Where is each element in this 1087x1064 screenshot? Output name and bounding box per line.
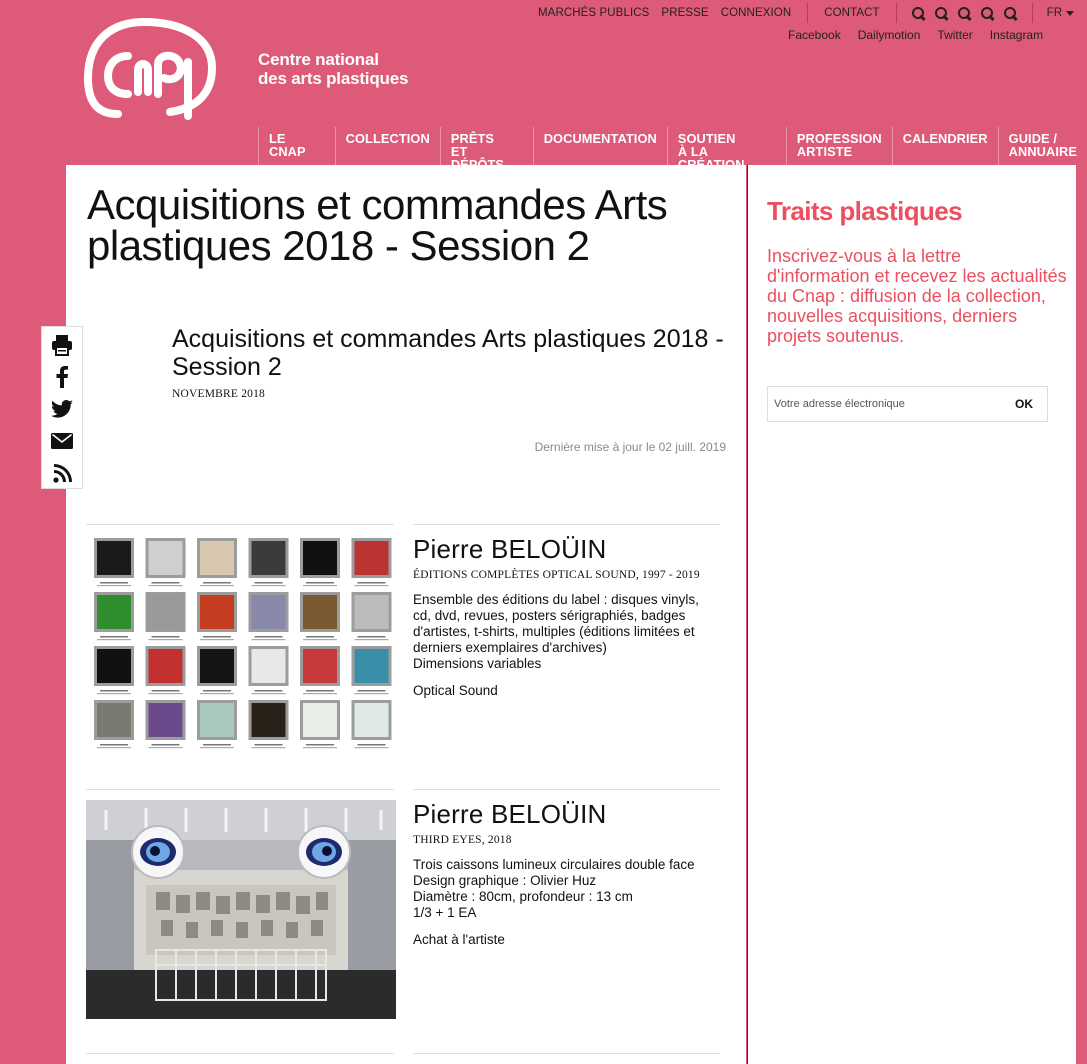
record-sleeve [355,649,389,683]
sleeve-caption [100,636,128,638]
dailymotion-link[interactable]: Dailymotion [857,28,921,42]
print-icon[interactable] [50,333,74,357]
search-icon[interactable] [1003,6,1018,21]
caret-down-icon [1066,11,1074,16]
contact-link[interactable]: CONTACT [824,7,880,19]
brand-name-line1: Centre national [258,50,379,69]
description-line: 1/3 + 1 EA [413,905,477,920]
work-source: Optical Sound [413,683,498,698]
sleeve-caption [149,693,183,694]
newsletter-text: Inscrivez-vous à la lettre d'information et recevez les actualités du Cnap : diffusion de la collection, nouvelles acquisitions, derniers projets soutenus. [767,246,1067,346]
record-sleeve [252,595,286,629]
description-line: Diamètre : 80cm, profondeur : 13 cm [413,889,633,904]
work-info [413,534,713,699]
divider [86,789,394,790]
sleeve-caption [355,585,389,586]
sleeve-caption [100,690,128,692]
divider [413,789,720,790]
document-date: NOVEMBRE 2018 [172,388,266,400]
artist-name[interactable]: Pierre BELOÜIN [413,799,607,829]
record-sleeve [252,649,286,683]
sleeve-caption [97,747,131,748]
divider [86,524,394,525]
nav-documentation[interactable]: DOCUMENTATION [533,127,667,165]
work-description [413,592,713,672]
search-icon[interactable] [911,6,926,21]
marches-publics-link[interactable]: MARCHÉS PUBLICS [538,7,650,19]
nav-le-cnap[interactable]: LE CNAP [258,127,335,165]
sleeve-caption [152,690,180,692]
search-icon[interactable] [957,6,972,21]
sleeve-caption [97,585,131,586]
artist-name[interactable]: Pierre BELOÜIN [413,534,607,564]
newsletter-submit-button[interactable]: OK [1001,387,1047,421]
record-sleeve [149,703,183,737]
search-icon[interactable] [980,6,995,21]
record-sleeve [355,703,389,737]
sleeve-caption [203,636,231,638]
sleeve-caption [306,636,334,638]
sleeve-caption [152,744,180,746]
share-toolbar [41,326,83,489]
sleeve-caption [358,636,386,638]
sleeve-caption [252,693,286,694]
twitter-link[interactable]: Twitter [937,28,973,42]
sleeve-caption [255,582,283,584]
record-sleeve [303,541,337,575]
record-sleeve [200,703,234,737]
nav-soutien-creation[interactable]: SOUTIEN À LA [667,127,786,165]
divider [413,524,720,525]
record-sleeve [97,595,131,629]
description-line: Design graphique : Olivier Huz [413,873,597,888]
newsletter-title: Traits plastiques [767,196,962,226]
sleeve-caption [200,747,234,748]
cnap-logo[interactable] [84,16,220,120]
sleeve-caption [200,693,234,694]
record-sleeve [303,703,337,737]
sleeve-caption [355,639,389,640]
nav-collection[interactable]: COLLECTION [335,127,440,165]
record-sleeve [149,541,183,575]
sleeve-caption [97,639,131,640]
main-nav [258,127,1087,165]
language-label: FR [1046,7,1063,19]
third-eyes-installation-image[interactable] [86,800,396,1019]
optical-sound-editions-image[interactable] [86,534,396,754]
sleeve-caption [152,582,180,584]
record-sleeve [200,595,234,629]
record-sleeve [355,541,389,575]
work-info [413,799,713,948]
record-sleeve [252,541,286,575]
sleeve-caption [358,744,386,746]
work-title: THIRD EYES, 2018 [413,834,512,846]
record-sleeve [355,595,389,629]
brand-name-line2: des arts plastiques [258,69,409,88]
last-updated: Dernière mise à jour le 02 juill. 2019 [534,440,726,454]
sleeve-caption [203,690,231,692]
sleeve-caption [255,744,283,746]
sleeve-caption [303,585,337,586]
document-title: Acquisitions et commandes Arts plastiques 2018 - Session 2 [172,325,724,381]
record-sleeve [252,703,286,737]
sleeve-caption [306,582,334,584]
social-nav [782,28,1054,42]
nav-divider [1032,3,1033,23]
sleeve-caption [97,693,131,694]
description-line: Ensemble des éditions du label : disques vinyls, cd, dvd, revues, posters sérigraphiés, badges d'artistes, t-shirts, multiples (éditions limitées et derniers exemplaires d'archives) [413,592,699,655]
sleeve-caption [200,585,234,586]
email-icon[interactable] [50,429,74,453]
instagram-link[interactable]: Instagram [989,28,1044,42]
sleeve-caption [303,747,337,748]
sleeve-caption [358,690,386,692]
record-sleeve [97,649,131,683]
sleeve-caption [303,639,337,640]
search-icon-group [907,6,1022,21]
sleeve-caption [149,639,183,640]
sleeve-caption [306,744,334,746]
facebook-link[interactable]: Facebook [788,28,841,42]
nav-profession-artiste[interactable]: PROFESSION ARTISTE [786,127,892,165]
record-sleeve [200,541,234,575]
sleeve-caption [152,636,180,638]
record-sleeve [303,595,337,629]
twitter-icon[interactable] [50,397,74,421]
sleeve-caption [149,747,183,748]
newsletter-form [767,386,1048,422]
sleeve-caption [358,582,386,584]
sleeve-caption [252,639,286,640]
work-source: Achat à l'artiste [413,932,505,947]
nav-calendrier[interactable]: CALENDRIER [892,127,998,165]
sleeve-caption [203,582,231,584]
sleeve-caption [355,693,389,694]
search-icon[interactable] [934,6,949,21]
sleeve-caption [100,582,128,584]
sleeve-caption [255,690,283,692]
record-sleeve [149,649,183,683]
sleeve-caption [252,585,286,586]
description-line: Trois caissons lumineux circulaires double face [413,857,695,872]
description-line: Dimensions variables [413,656,542,671]
language-selector[interactable] [1043,7,1079,19]
record-sleeve [200,649,234,683]
divider [413,1053,720,1054]
newsletter-email-input[interactable] [768,387,1001,421]
nav-divider [896,3,897,23]
work-item-next [86,1053,720,1054]
record-sleeve [97,541,131,575]
sleeve-caption [306,690,334,692]
nav-divider [807,3,808,23]
sleeve-caption [149,585,183,586]
rss-icon[interactable] [50,461,74,485]
sleeve-caption [303,693,337,694]
sleeve-caption [200,639,234,640]
brand-name[interactable] [258,50,408,88]
connexion-link[interactable]: CONNEXION [720,7,792,19]
record-sleeve [303,649,337,683]
sleeve-caption [100,744,128,746]
record-sleeve [149,595,183,629]
sleeve-caption [255,636,283,638]
facebook-icon[interactable] [50,365,74,389]
nav-prets-et-depots[interactable]: PRÊTS ET [440,127,533,165]
work-description [413,857,713,921]
presse-link[interactable]: PRESSE [661,7,709,19]
nav-guide-annuaire[interactable]: GUIDE / ANNUAIRE [998,127,1087,165]
sleeve-caption [355,747,389,748]
utility-nav [532,2,1078,24]
record-sleeve [97,703,131,737]
divider [86,1053,394,1054]
sleeve-caption [203,744,231,746]
sleeve-caption [252,747,286,748]
page-title: Acquisitions et commandes Arts plastiques 2018 - Session 2 [87,181,668,269]
work-title: ÉDITIONS COMPLÈTES OPTICAL SOUND, 1997 - 2019 [413,569,700,581]
